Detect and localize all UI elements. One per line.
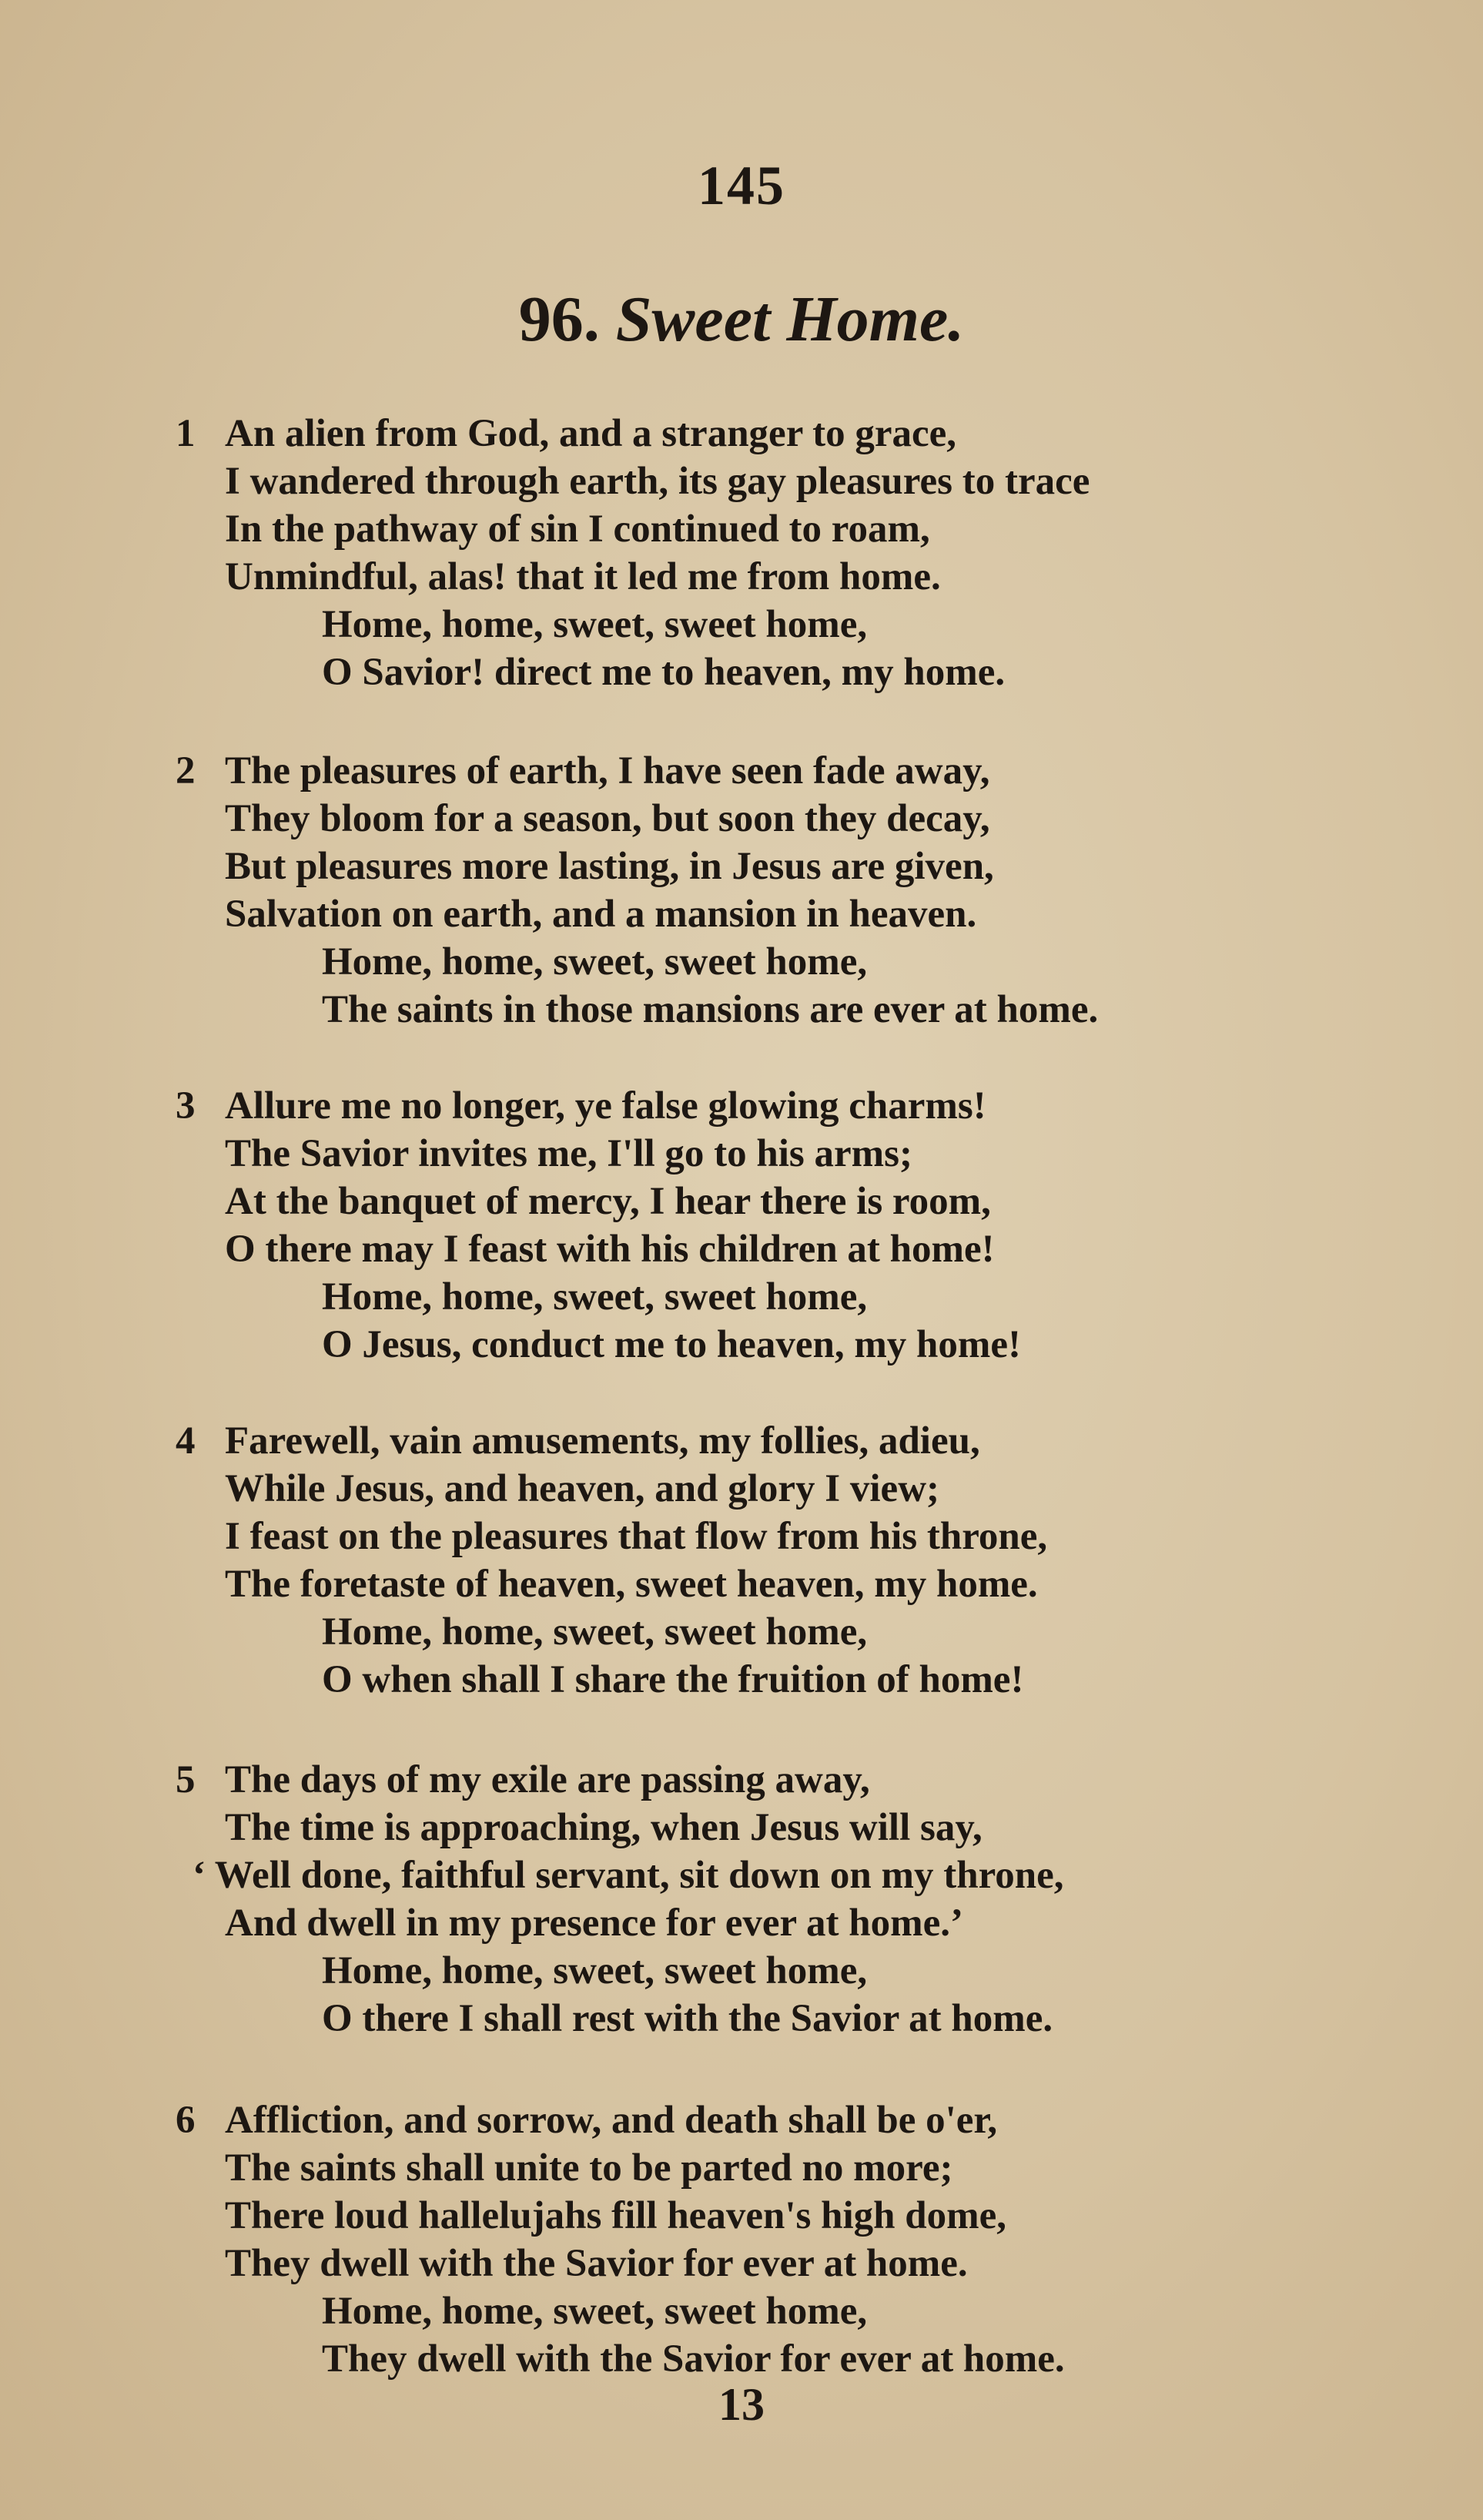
verse-line: Farewell, vain amusements, my follies, adieu, [225,1419,980,1463]
verse-line: The foretaste of heaven, sweet heaven, my home. [225,1563,1038,1606]
verse-line: The Savior invites me, I'll go to his arms; [225,1132,912,1175]
verse-line: They dwell with the Savior for ever at home. [225,2242,968,2285]
verse-number: 2 [176,749,196,793]
verse-line: But pleasures more lasting, in Jesus are given, [225,845,994,888]
verse-line: Affliction, and sorrow, and death shall be o'er, [225,2099,998,2142]
verse-line: And dwell in my presence for ever at home.’ [225,1902,963,1945]
verse-line: The saints shall unite to be parted no more; [225,2146,953,2190]
verse-line: While Jesus, and heaven, and glory I view; [225,1467,940,1510]
verse-number: 1 [176,412,196,455]
verse-line: At the banquet of mercy, I hear there is room, [225,1180,991,1223]
verse-line: ‘ Well done, faithful servant, sit down on my throne, [192,1854,1064,1897]
verse-number: 6 [176,2099,196,2142]
verse-line: Unmindful, alas! that it led me from home. [225,555,941,598]
verse-number: 5 [176,1758,196,1801]
hymn-title [0,282,1483,357]
chorus-line: O there I shall rest with the Savior at home. [322,1997,1053,2040]
verse-line: I wandered through earth, its gay pleasures to trace [225,460,1090,503]
verse-line: An alien from God, and a stranger to grace, [225,412,957,455]
signature-mark: 13 [718,2379,765,2430]
page-number: 145 [698,155,785,216]
chorus-line: They dwell with the Savior for ever at home. [322,2337,1065,2381]
hymn-name: Sweet Home. [615,283,965,355]
chorus-line: Home, home, sweet, sweet home, [322,1610,868,1654]
verse-line: Allure me no longer, ye false glowing charms! [225,1084,986,1128]
verse-line: Salvation on earth, and a mansion in heaven. [225,893,977,936]
chorus-line: Home, home, sweet, sweet home, [322,2290,868,2333]
chorus-line: O when shall I share the fruition of home! [322,1658,1024,1701]
verse-line: The days of my exile are passing away, [225,1758,870,1801]
verse-line: O there may I feast with his children at home! [225,1228,995,1271]
hymn-number: 96. [518,283,600,355]
chorus-line: The saints in those mansions are ever at home. [322,988,1099,1031]
verse-line: The pleasures of earth, I have seen fade away, [225,749,990,793]
chorus-line: Home, home, sweet, sweet home, [322,1949,868,1992]
verse-line: In the pathway of sin I continued to roam, [225,508,930,551]
verse-line: The time is approaching, when Jesus will say, [225,1806,983,1849]
chorus-line: Home, home, sweet, sweet home, [322,1275,868,1319]
verse-number: 3 [176,1084,196,1128]
verse-number: 4 [176,1419,196,1463]
chorus-line: Home, home, sweet, sweet home, [322,940,868,984]
chorus-line: O Jesus, conduct me to heaven, my home! [322,1323,1022,1366]
verse-line: There loud hallelujahs fill heaven's high dome, [225,2194,1006,2237]
chorus-line: O Savior! direct me to heaven, my home. [322,651,1006,694]
verse-line: They bloom for a season, but soon they decay, [225,797,990,840]
verse-line: I feast on the pleasures that flow from his throne, [225,1515,1048,1558]
chorus-line: Home, home, sweet, sweet home, [322,603,868,646]
